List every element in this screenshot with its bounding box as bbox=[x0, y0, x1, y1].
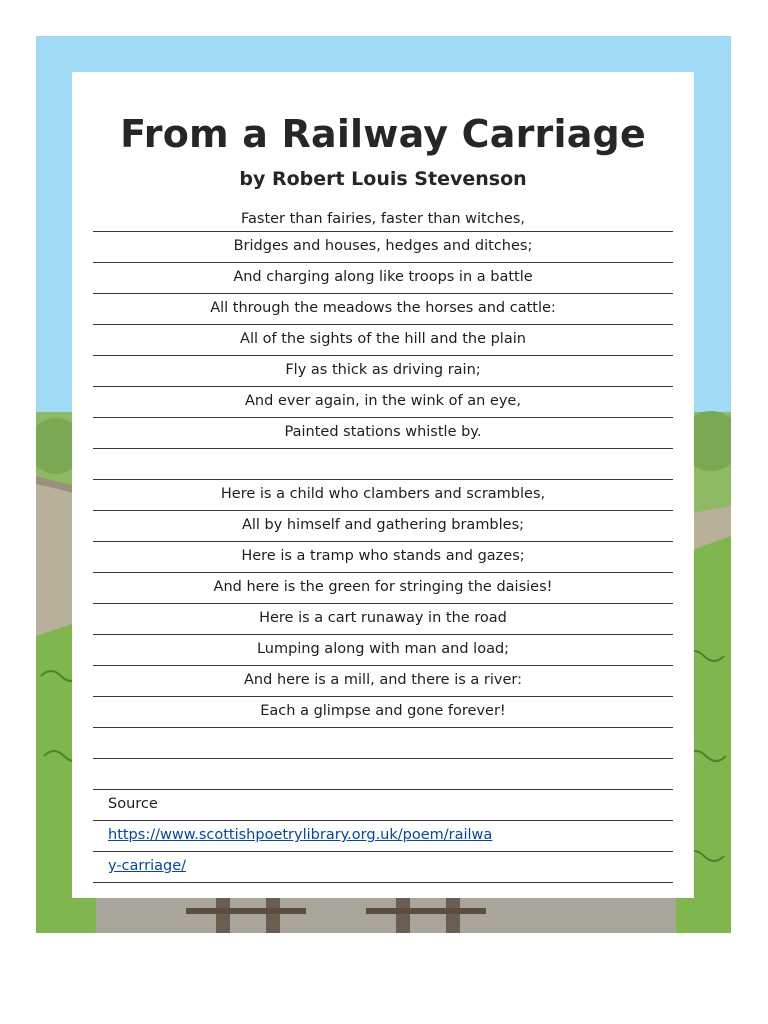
poem-line: Here is a tramp who stands and gazes; bbox=[93, 542, 673, 573]
blank-line bbox=[93, 759, 673, 790]
blank-line bbox=[93, 728, 673, 759]
poem-title: From a Railway Carriage bbox=[120, 112, 646, 156]
poem-line: And here is a mill, and there is a river: bbox=[93, 666, 673, 697]
poem-line: Here is a cart runaway in the road bbox=[93, 604, 673, 635]
blank-line bbox=[93, 449, 673, 480]
source-link-line bbox=[93, 821, 673, 852]
poem-author: by Robert Louis Stevenson bbox=[239, 168, 527, 190]
poem-line: All through the meadows the horses and cattle: bbox=[93, 294, 673, 325]
poem-line: And ever again, in the wink of an eye, bbox=[93, 387, 673, 418]
source-link-line bbox=[93, 852, 673, 883]
poem-line: Bridges and houses, hedges and ditches; bbox=[93, 232, 673, 263]
background-frame bbox=[36, 36, 731, 933]
source-label: Source bbox=[93, 790, 673, 821]
poem-line: All of the sights of the hill and the plain bbox=[93, 325, 673, 356]
source-link[interactable]: https://www.scottishpoetrylibrary.org.uk/poem/railwa bbox=[108, 827, 493, 843]
poem-line: Fly as thick as driving rain; bbox=[93, 356, 673, 387]
poem-worksheet bbox=[72, 72, 694, 898]
poem-line: Lumping along with man and load; bbox=[93, 635, 673, 666]
poem-line: Faster than fairies, faster than witches, bbox=[93, 208, 673, 232]
poem-line: Each a glimpse and gone forever! bbox=[93, 697, 673, 728]
poem-line: All by himself and gathering brambles; bbox=[93, 511, 673, 542]
poem-line: Painted stations whistle by. bbox=[93, 418, 673, 449]
source-link-continuation[interactable]: y-carriage/ bbox=[108, 858, 187, 874]
poem-line: Here is a child who clambers and scrambles, bbox=[93, 480, 673, 511]
poem-lines bbox=[93, 208, 673, 883]
poem-line: And charging along like troops in a battle bbox=[93, 263, 673, 294]
poem-line: And here is the green for stringing the daisies! bbox=[93, 573, 673, 604]
